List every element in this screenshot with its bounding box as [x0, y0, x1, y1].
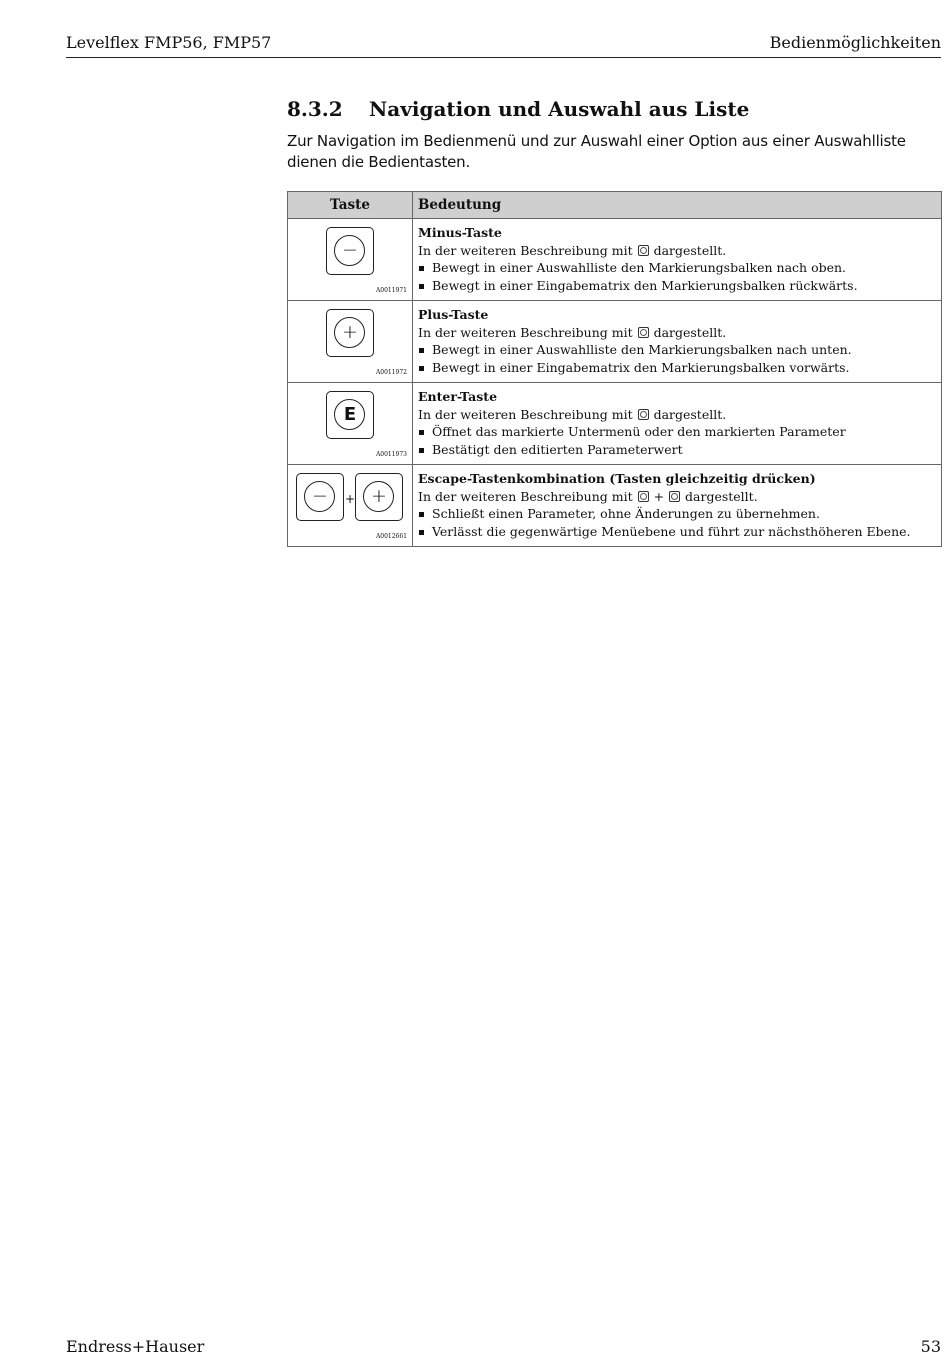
description-text: dargestellt.: [653, 324, 727, 340]
bullet-item: Bewegt in einer Eingabematrix den Markierungsbalken vorwärts.: [418, 359, 936, 377]
header-product: Levelflex FMP56, FMP57: [66, 33, 272, 52]
combination-plus: +: [345, 492, 356, 506]
table-row: [288, 383, 942, 465]
bullet-item: Bestätigt den editierten Parameterwert: [418, 441, 936, 459]
bullet-item: Bewegt in einer Auswahlliste den Markierungsbalken nach unten.: [418, 341, 936, 359]
plus-key-icon: [326, 309, 374, 357]
description-text: dargestellt.: [685, 488, 758, 504]
description-join: +: [653, 488, 665, 504]
table-header-row: [288, 192, 942, 219]
key-cell: [288, 219, 413, 301]
figure-code: A0011973: [375, 451, 407, 458]
minus-key-icon: [296, 473, 344, 521]
minus-symbol: −: [312, 485, 328, 507]
table-row: [288, 465, 942, 547]
key-title: Minus-Taste: [418, 225, 502, 240]
minus-key-small-icon: [638, 491, 649, 502]
description-cell: [413, 383, 942, 465]
footer-brand: Endress+Hauser: [66, 1337, 205, 1356]
enter-key-small-icon: [638, 409, 649, 420]
key-title: Escape-Tastenkombination (Tasten gleichzeitig drücken): [418, 471, 816, 486]
description-text: In der weiteren Beschreibung mit: [418, 324, 633, 340]
description-cell: [413, 301, 942, 383]
section-number: 8.3.2: [287, 97, 343, 121]
description-cell: [413, 219, 942, 301]
page-number: 53: [920, 1337, 941, 1356]
description-text: dargestellt.: [653, 242, 727, 258]
bullet-item: Schließt einen Parameter, ohne Änderungen zu übernehmen.: [418, 505, 936, 523]
header-meaning: Bedeutung: [413, 192, 942, 219]
bullet-item: Bewegt in einer Eingabematrix den Markierungsbalken rückwärts.: [418, 277, 936, 295]
plus-key-icon: [355, 473, 403, 521]
plus-symbol: +: [342, 321, 358, 343]
description-text: In der weiteren Beschreibung mit: [418, 242, 633, 258]
minus-key-small-icon: [638, 245, 649, 256]
bullet-item: Bewegt in einer Auswahlliste den Markierungsbalken nach oben.: [418, 259, 936, 277]
description-text: dargestellt.: [653, 406, 727, 422]
figure-code: A0011972: [375, 369, 407, 376]
key-title: Enter-Taste: [418, 389, 498, 404]
table-row: [288, 219, 942, 301]
table-row: [288, 301, 942, 383]
bullet-item: Verlässt die gegenwärtige Menüebene und führt zur nächsthöheren Ebene.: [418, 523, 936, 541]
key-cell: [288, 465, 413, 547]
minus-symbol: −: [342, 239, 358, 261]
intro-paragraph: Zur Navigation im Bedienmenü und zur Auswahl einer Option aus einer Auswahlliste dienen die Bedientasten.: [287, 132, 906, 171]
plus-key-small-icon: [669, 491, 680, 502]
enter-symbol: E: [343, 404, 357, 425]
enter-key-icon: [326, 391, 374, 439]
plus-key-small-icon: [638, 327, 649, 338]
figure-code: A0011971: [375, 287, 407, 294]
description-line: [418, 488, 936, 506]
header-divider: [66, 57, 941, 58]
plus-symbol: +: [371, 485, 387, 507]
section-title-text: Navigation und Auswahl aus Liste: [369, 97, 750, 121]
minus-key-icon: [326, 227, 374, 275]
key-table: [287, 191, 942, 547]
description-cell: [413, 465, 942, 547]
description-line: [418, 242, 936, 260]
key-cell: [288, 383, 413, 465]
section-title: [287, 97, 749, 121]
header-chapter: Bedienmöglichkeiten: [769, 33, 941, 52]
description-text: In der weiteren Beschreibung mit: [418, 488, 633, 504]
key-cell: [288, 301, 413, 383]
description-line: [418, 324, 936, 342]
description-line: [418, 406, 936, 424]
description-text: In der weiteren Beschreibung mit: [418, 406, 633, 422]
header-key: Taste: [288, 192, 413, 219]
bullet-item: Öffnet das markierte Untermenü oder den markierten Parameter: [418, 423, 936, 441]
figure-code: A0012661: [375, 533, 407, 540]
key-title: Plus-Taste: [418, 307, 489, 322]
